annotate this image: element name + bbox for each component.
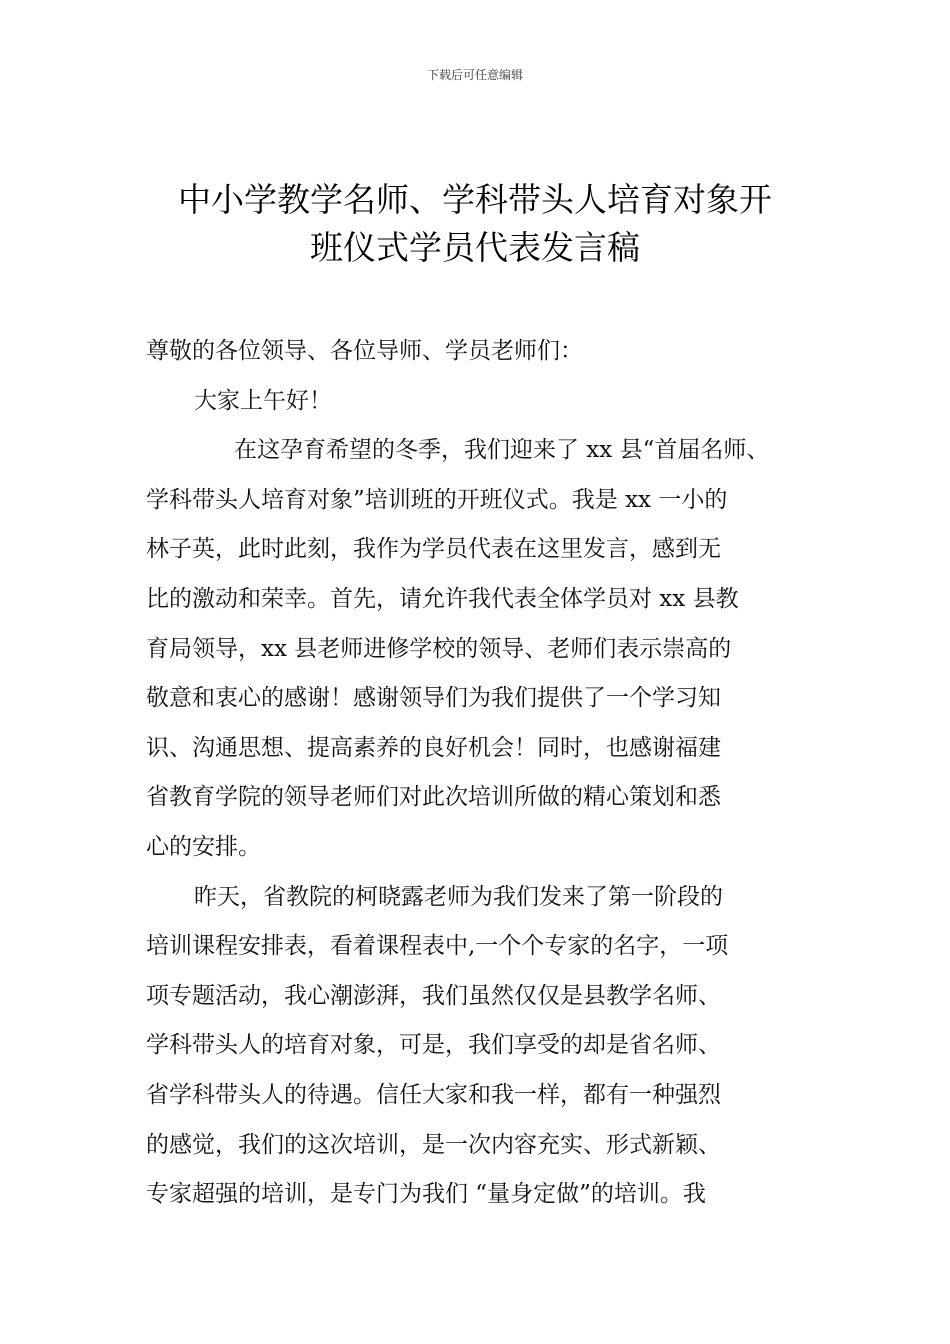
paragraph-line: 省教育学院的领导老师们对此次培训所做的精心策划和悉	[146, 784, 721, 811]
paragraph-line: 在这孕育希望的冬季，我们迎来了 xx 县“首届名师、	[234, 437, 770, 464]
paragraph-line: 昨天，省教院的柯晓露老师为我们发来了第一阶段的	[194, 883, 723, 910]
paragraph-line: 林子英，此时此刻，我作为学员代表在这里发言，感到无	[146, 536, 721, 563]
paragraph-line: 项专题活动，我心潮澎湃，我们虽然仅仅是县教学名师、	[146, 982, 721, 1009]
paragraph-line: 识、沟通思想、提高素养的良好机会！同时，也感谢福建	[146, 734, 721, 761]
paragraph-line: 比的激动和荣幸。首先，请允许我代表全体学员对 xx 县教	[146, 585, 739, 612]
paragraph-line: 的感觉，我们的这次培训，是一次内容充实、形式新颖、	[146, 1131, 721, 1158]
speech-body	[146, 327, 826, 1220]
salutation: 尊敬的各位领导、各位导师、学员老师们：	[146, 338, 583, 364]
paragraph-line: 专家超强的培训，是专门为我们 “量身定做”的培训。我	[146, 1181, 706, 1208]
paragraph-1	[146, 426, 826, 872]
document-title	[0, 176, 950, 272]
paragraph-line: 心的安排。	[146, 833, 261, 860]
paragraph-line: 育局领导，xx 县老师进修学校的领导、老师们表示崇高的	[146, 635, 732, 662]
title-line-1: 中小学教学名师、学科带头人培育对象开	[178, 180, 772, 219]
paragraph-line: 学科带头人的培育对象，可是，我们享受的却是省名师、	[146, 1032, 721, 1059]
paragraph-2	[146, 873, 826, 1220]
paragraph-line: 学科带头人培育对象”培训班的开班仪式。我是 xx 一小的	[146, 486, 728, 513]
paragraph-line: 敬意和衷心的感谢！感谢领导们为我们提供了一个学习知	[146, 685, 721, 712]
greeting: 大家上午好！	[194, 387, 332, 414]
title-line-2: 班仪式学员代表发言稿	[310, 228, 640, 267]
header-note: 下载后可任意编辑	[426, 68, 523, 82]
paragraph-line: 培训课程安排表，看着课程表中,一个个专家的名字，一项	[146, 933, 729, 960]
paragraph-line: 省学科带头人的待遇。信任大家和我一样，都有一种强烈	[146, 1081, 721, 1108]
